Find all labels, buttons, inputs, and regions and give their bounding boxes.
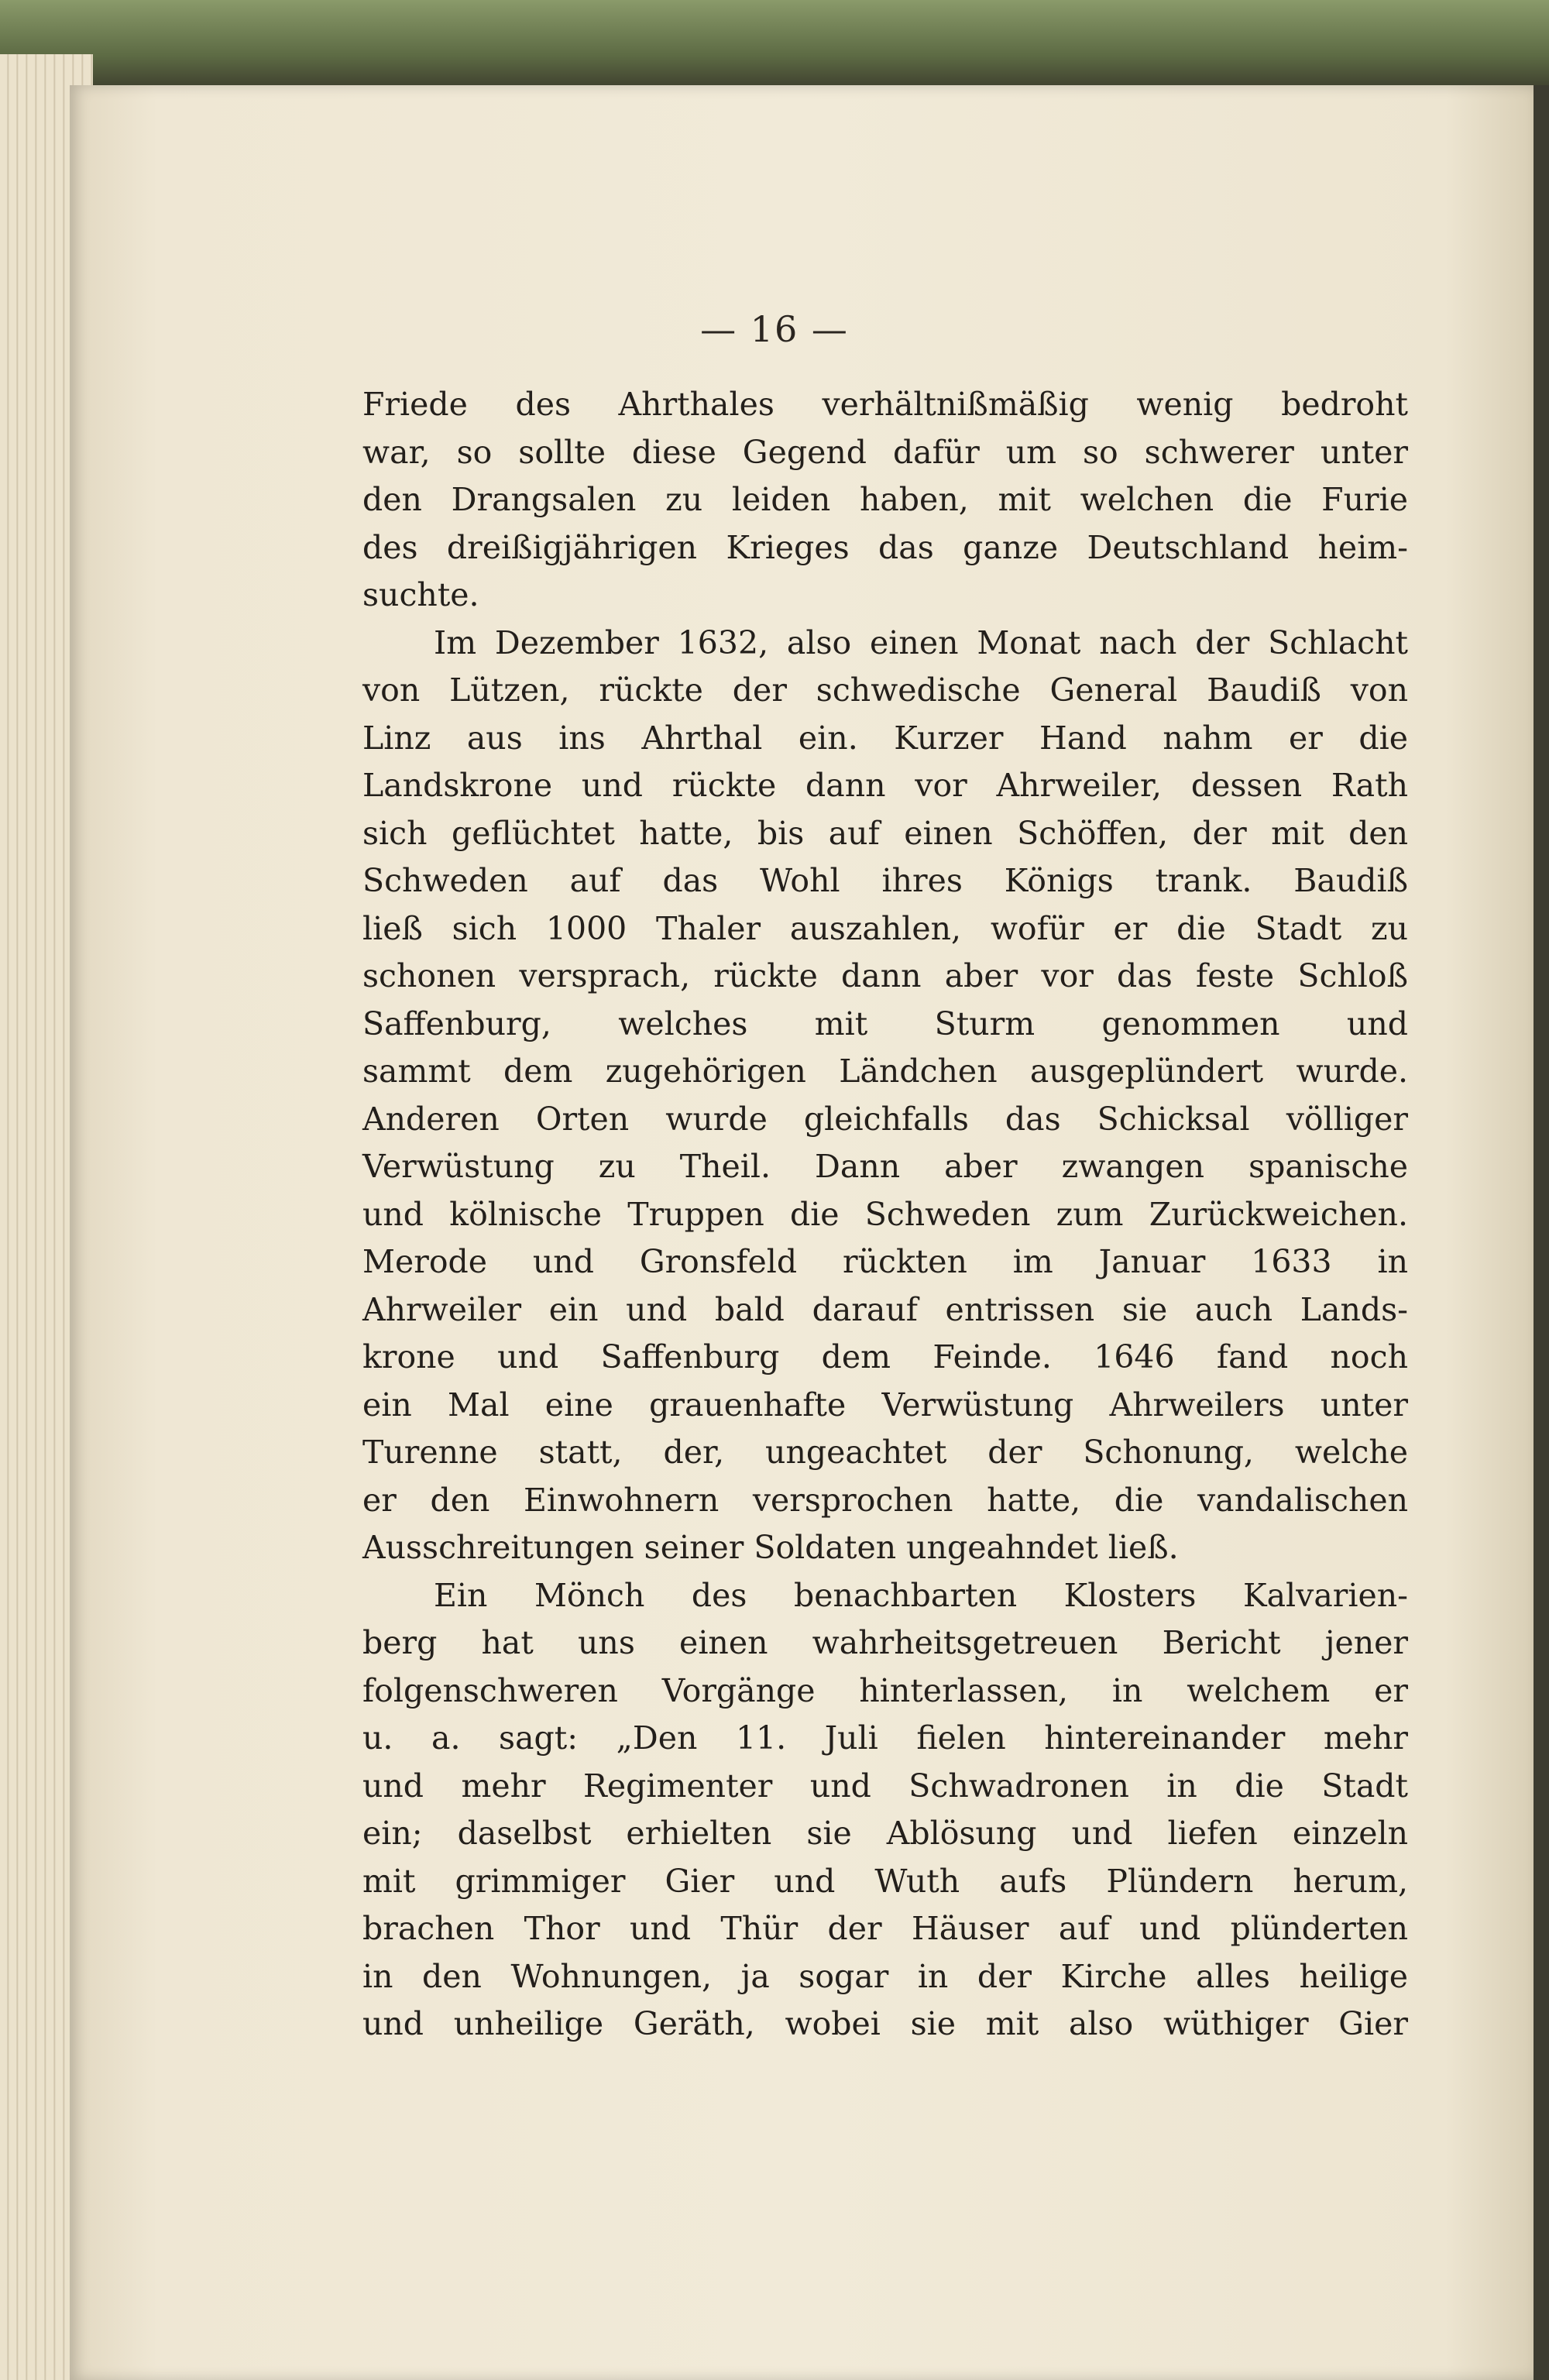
page-number: — 16 — <box>700 308 849 350</box>
text-line: Saffenburg, welches mit Sturm genommen und <box>362 1005 1408 1042</box>
text-line: des dreißigjährigen Krieges das ganze Deutschland heim- <box>362 528 1408 566</box>
text-line: Ausschreitungen seiner Soldaten ungeahndet ließ. <box>362 1529 1179 1566</box>
text-line: krone und Saffenburg dem Feinde. 1646 fand noch <box>362 1338 1408 1375</box>
text-line: brachen Thor und Thür der Häuser auf und plünderten <box>362 1910 1408 1947</box>
text-line: Merode und Gronsfeld rückten im Januar 1633 in <box>362 1243 1408 1280</box>
text-line: Friede des Ahrthales verhältnißmäßig wenig bedroht <box>362 386 1408 423</box>
text-line: Turenne statt, der, ungeachtet der Schonung, welche <box>362 1434 1408 1471</box>
text-line: mit grimmiger Gier und Wuth aufs Plündern herum, <box>362 1862 1408 1900</box>
text-line: Ein Mönch des benachbarten Klosters Kalvarien- <box>434 1576 1408 1614</box>
text-line: war, so sollte diese Gegend dafür um so schwerer unter <box>362 433 1408 471</box>
text-line: suchte. <box>362 576 479 613</box>
text-line: Schweden auf das Wohl ihres Königs trank. Baudiß <box>362 862 1408 899</box>
text-line: von Lützen, rückte der schwedische General Baudiß von <box>362 671 1408 709</box>
text-line: sammt dem zugehörigen Ländchen ausgeplündert wurde. <box>362 1053 1408 1090</box>
text-line: ein Mal eine grauenhafte Verwüstung Ahrweilers unter <box>362 1386 1408 1424</box>
text-line: ein; daselbst erhielten sie Ablösung und liefen einzeln <box>362 1815 1408 1852</box>
text-line: in den Wohnungen, ja sogar in der Kirche alles heilige <box>362 1957 1408 1995</box>
body-text <box>362 381 1408 2049</box>
book-right-edge <box>1534 85 1549 2380</box>
text-line: Anderen Orten wurde gleichfalls das Schicksal völliger <box>362 1100 1408 1138</box>
text-line: und unheilige Geräth, wobei sie mit also wüthiger Gier <box>362 2005 1408 2042</box>
book-cover-top <box>0 0 1549 93</box>
text-line: sich geflüchtet hatte, bis auf einen Schöffen, der mit den <box>362 814 1408 852</box>
text-line: folgenschweren Vorgänge hinterlassen, in welchem er <box>362 1671 1408 1709</box>
text-line: Im Dezember 1632, also einen Monat nach der Schlacht <box>434 623 1408 661</box>
text-line: Ahrweiler ein und bald darauf entrissen sie auch Lands- <box>362 1290 1408 1328</box>
text-line: u. a. sagt: „Den 11. Juli fielen hintereinander mehr <box>362 1719 1408 1757</box>
text-line: er den Einwohnern versprochen hatte, die vandalischen <box>362 1481 1408 1519</box>
text-line: Linz aus ins Ahrthal ein. Kurzer Hand nahm er die <box>362 719 1408 757</box>
text-line: und mehr Regimenter und Schwadronen in die Stadt <box>362 1767 1408 1805</box>
text-line: schonen versprach, rückte dann aber vor das feste Schloß <box>362 957 1408 994</box>
text-line: berg hat uns einen wahrheitsgetreuen Bericht jener <box>362 1624 1408 1661</box>
text-line: ließ sich 1000 Thaler auszahlen, wofür er die Stadt zu <box>362 909 1408 947</box>
text-line: den Drangsalen zu leiden haben, mit welchen die Furie <box>362 481 1408 518</box>
text-line: Verwüstung zu Theil. Dann aber zwangen spanische <box>362 1148 1408 1185</box>
text-line: Landskrone und rückte dann vor Ahrweiler, dessen Rath <box>362 767 1408 804</box>
text-line: und kölnische Truppen die Schweden zum Zurückweichen. <box>362 1195 1408 1233</box>
